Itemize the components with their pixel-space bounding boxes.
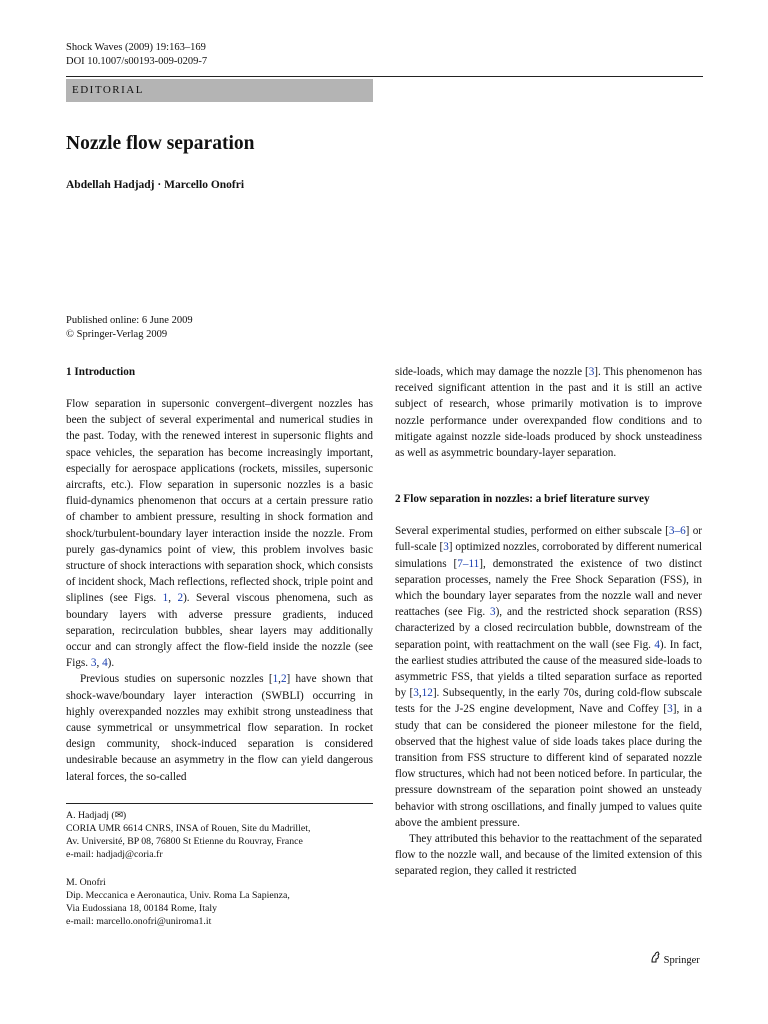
- citation-link[interactable]: 3: [667, 703, 673, 716]
- journal-citation: Shock Waves (2009) 19:163–169: [66, 42, 206, 53]
- paragraph: They attributed this behavior to the reattachment of the separated flow to the nozzle wall, and because of the limited extension of this separated region, they called it restricted: [395, 833, 702, 878]
- figure-ref-link[interactable]: 4: [654, 638, 660, 651]
- figure-ref-link[interactable]: 4: [102, 657, 108, 670]
- affiliation-line: CORIA UMR 6614 CNRS, INSA of Rouen, Site du Madrillet,: [66, 823, 311, 834]
- affiliation-email[interactable]: e-mail: marcello.onofri@uniroma1.it: [66, 916, 212, 927]
- affiliation-name: M. Onofri: [66, 877, 106, 888]
- figure-ref-link[interactable]: 3: [489, 606, 496, 619]
- affiliation-line: Av. Université, BP 08, 76800 St Etienne du Rouvray, France: [66, 836, 303, 847]
- doi: DOI 10.1007/s00193-009-0209-7: [66, 55, 208, 67]
- affiliation-name: A. Hadjadj (✉): [66, 810, 127, 821]
- citation-link[interactable]: 7–11: [457, 557, 480, 570]
- affiliation-email[interactable]: e-mail: hadjadj@coria.fr: [66, 849, 163, 860]
- figure-ref-link[interactable]: 2: [177, 592, 184, 605]
- paragraph: Previous studies on supersonic nozzles [1,2] have shown that shock-wave/boundary layer interaction (SWBLI) occurring in highly overexpanded nozzles may exhibit strong unsteadiness that cause symmetrical or unsymmetrical flow separation. In rocket design community, shock-induced separation is considered undesirable because an asymmetry in the flow can yield dangerous lateral forces, the so-called: [66, 673, 373, 783]
- citation-link[interactable]: 3–6: [668, 525, 686, 538]
- figure-ref-link[interactable]: 3: [90, 657, 97, 670]
- section-label: EDITORIAL: [66, 79, 373, 102]
- citation-link[interactable]: 3: [443, 541, 449, 554]
- publisher-name: Springer: [663, 955, 700, 966]
- section-heading-literature-survey: 2 Flow separation in nozzles: a brief literature survey: [395, 493, 650, 506]
- paragraph: Flow separation in supersonic convergent–divergent nozzles has been the subject of several experimental and numerical studies in the past. Today, with the renewed interest in supersonic flights and space vehicles, the separation has become increasingly important, especially for aerospace applications (rockets, missiles, supersonic aircrafts, etc.). Flow separation in supersonic nozzles is a basic fluid-dynamics phenomenon that occurs at a certain pressure ratio of chamber to ambient pressure, resulting in shock formation and shock/turbulent-boundary layer interaction inside the nozzle. From purely gas-dynamics point of view, this problem involves basic structure of shock interactions with separation shock, which consists of incident shock, Mach reflections, reflected shock, triple point and sliplines (see Figs. 1, 2). Several viscous phenomena, such as boundary layers with adverse pressure gradients, induced separation, recirculation bubbles, shear layers may additionally occur and can strongly affect the flow-field inside the nozzle (see Figs. 3, 4).: [66, 398, 373, 670]
- header-rule: [66, 76, 703, 77]
- publisher-logo: [650, 951, 700, 966]
- footnote-rule: [66, 803, 373, 804]
- paragraph: Several experimental studies, performed on either subscale [3–6] or full-scale [3] optimized nozzles, corroborated by different numerical simulations [7–11], demonstrated the existence of two distinct separation processes, namely the Free Shock Separation (FSS), in which the boundary layer separates from the nozzle wall and never reattaches (see Fig. 3), and the restricted shock separation (RSS) characterized by a closed recirculation bubble, downstream of the separation point, with reattachment on the wall (see Fig. 4). In fact, the earliest studies attributed the cause of the measured side-loads to asymmetric FSS, that yields a tilted separation surface as reported by [3,12]. Subsequently, in the early 70s, during cold-flow subscale tests for the J-2S engine development, Nave and Coffey [3], in a study that can be considered the pioneer milestone for the field, observed that the highest value of side loads takes place during the transition from FSS structure to different kind of separated nozzle flow structures, which had not been noticed before. In particular, the pressure downstream of the separation point showed an unsteady behavior with strong oscillations, and finally jumped to values quite above the ambient pressure.: [395, 525, 703, 829]
- left-column: [66, 364, 373, 785]
- copyright: © Springer-Verlag 2009: [66, 329, 168, 340]
- published-date: Published online: 6 June 2009: [66, 315, 193, 326]
- section-heading-introduction: 1 Introduction: [66, 366, 136, 378]
- citation-link[interactable]: 3: [588, 366, 595, 378]
- authors: Abdellah Hadjadj · Marcello Onofri: [66, 179, 245, 191]
- citation-link[interactable]: 1: [272, 673, 279, 686]
- journal-info: [66, 41, 207, 68]
- paragraph: side-loads, which may damage the nozzle [3]. This phenomenon has received significant attention in the past and it is still an active subject of research, whose primarily motivation is to improve nozzle performance under overexpanded flow conditions and to mitigate against nozzle side-loads produced by shock unsteadiness as well as asymmetric boundary-layer separation.: [395, 366, 702, 460]
- article-title: Nozzle flow separation: [66, 133, 255, 154]
- affiliation-line: Dip. Meccanica e Aeronautica, Univ. Roma La Sapienza,: [66, 890, 290, 901]
- springer-horse-icon: [650, 955, 664, 966]
- affiliation-onofri: [66, 876, 290, 928]
- citation-link[interactable]: 2: [280, 673, 287, 686]
- right-column: [395, 364, 702, 880]
- citation-link[interactable]: 12: [421, 687, 433, 700]
- affiliation-line: Via Eudossiana 18, 00184 Rome, Italy: [66, 903, 217, 914]
- figure-ref-link[interactable]: 1: [162, 592, 169, 605]
- affiliation-hadjadj: [66, 809, 310, 861]
- citation-link[interactable]: 3: [413, 687, 419, 700]
- publication-info: [66, 314, 193, 342]
